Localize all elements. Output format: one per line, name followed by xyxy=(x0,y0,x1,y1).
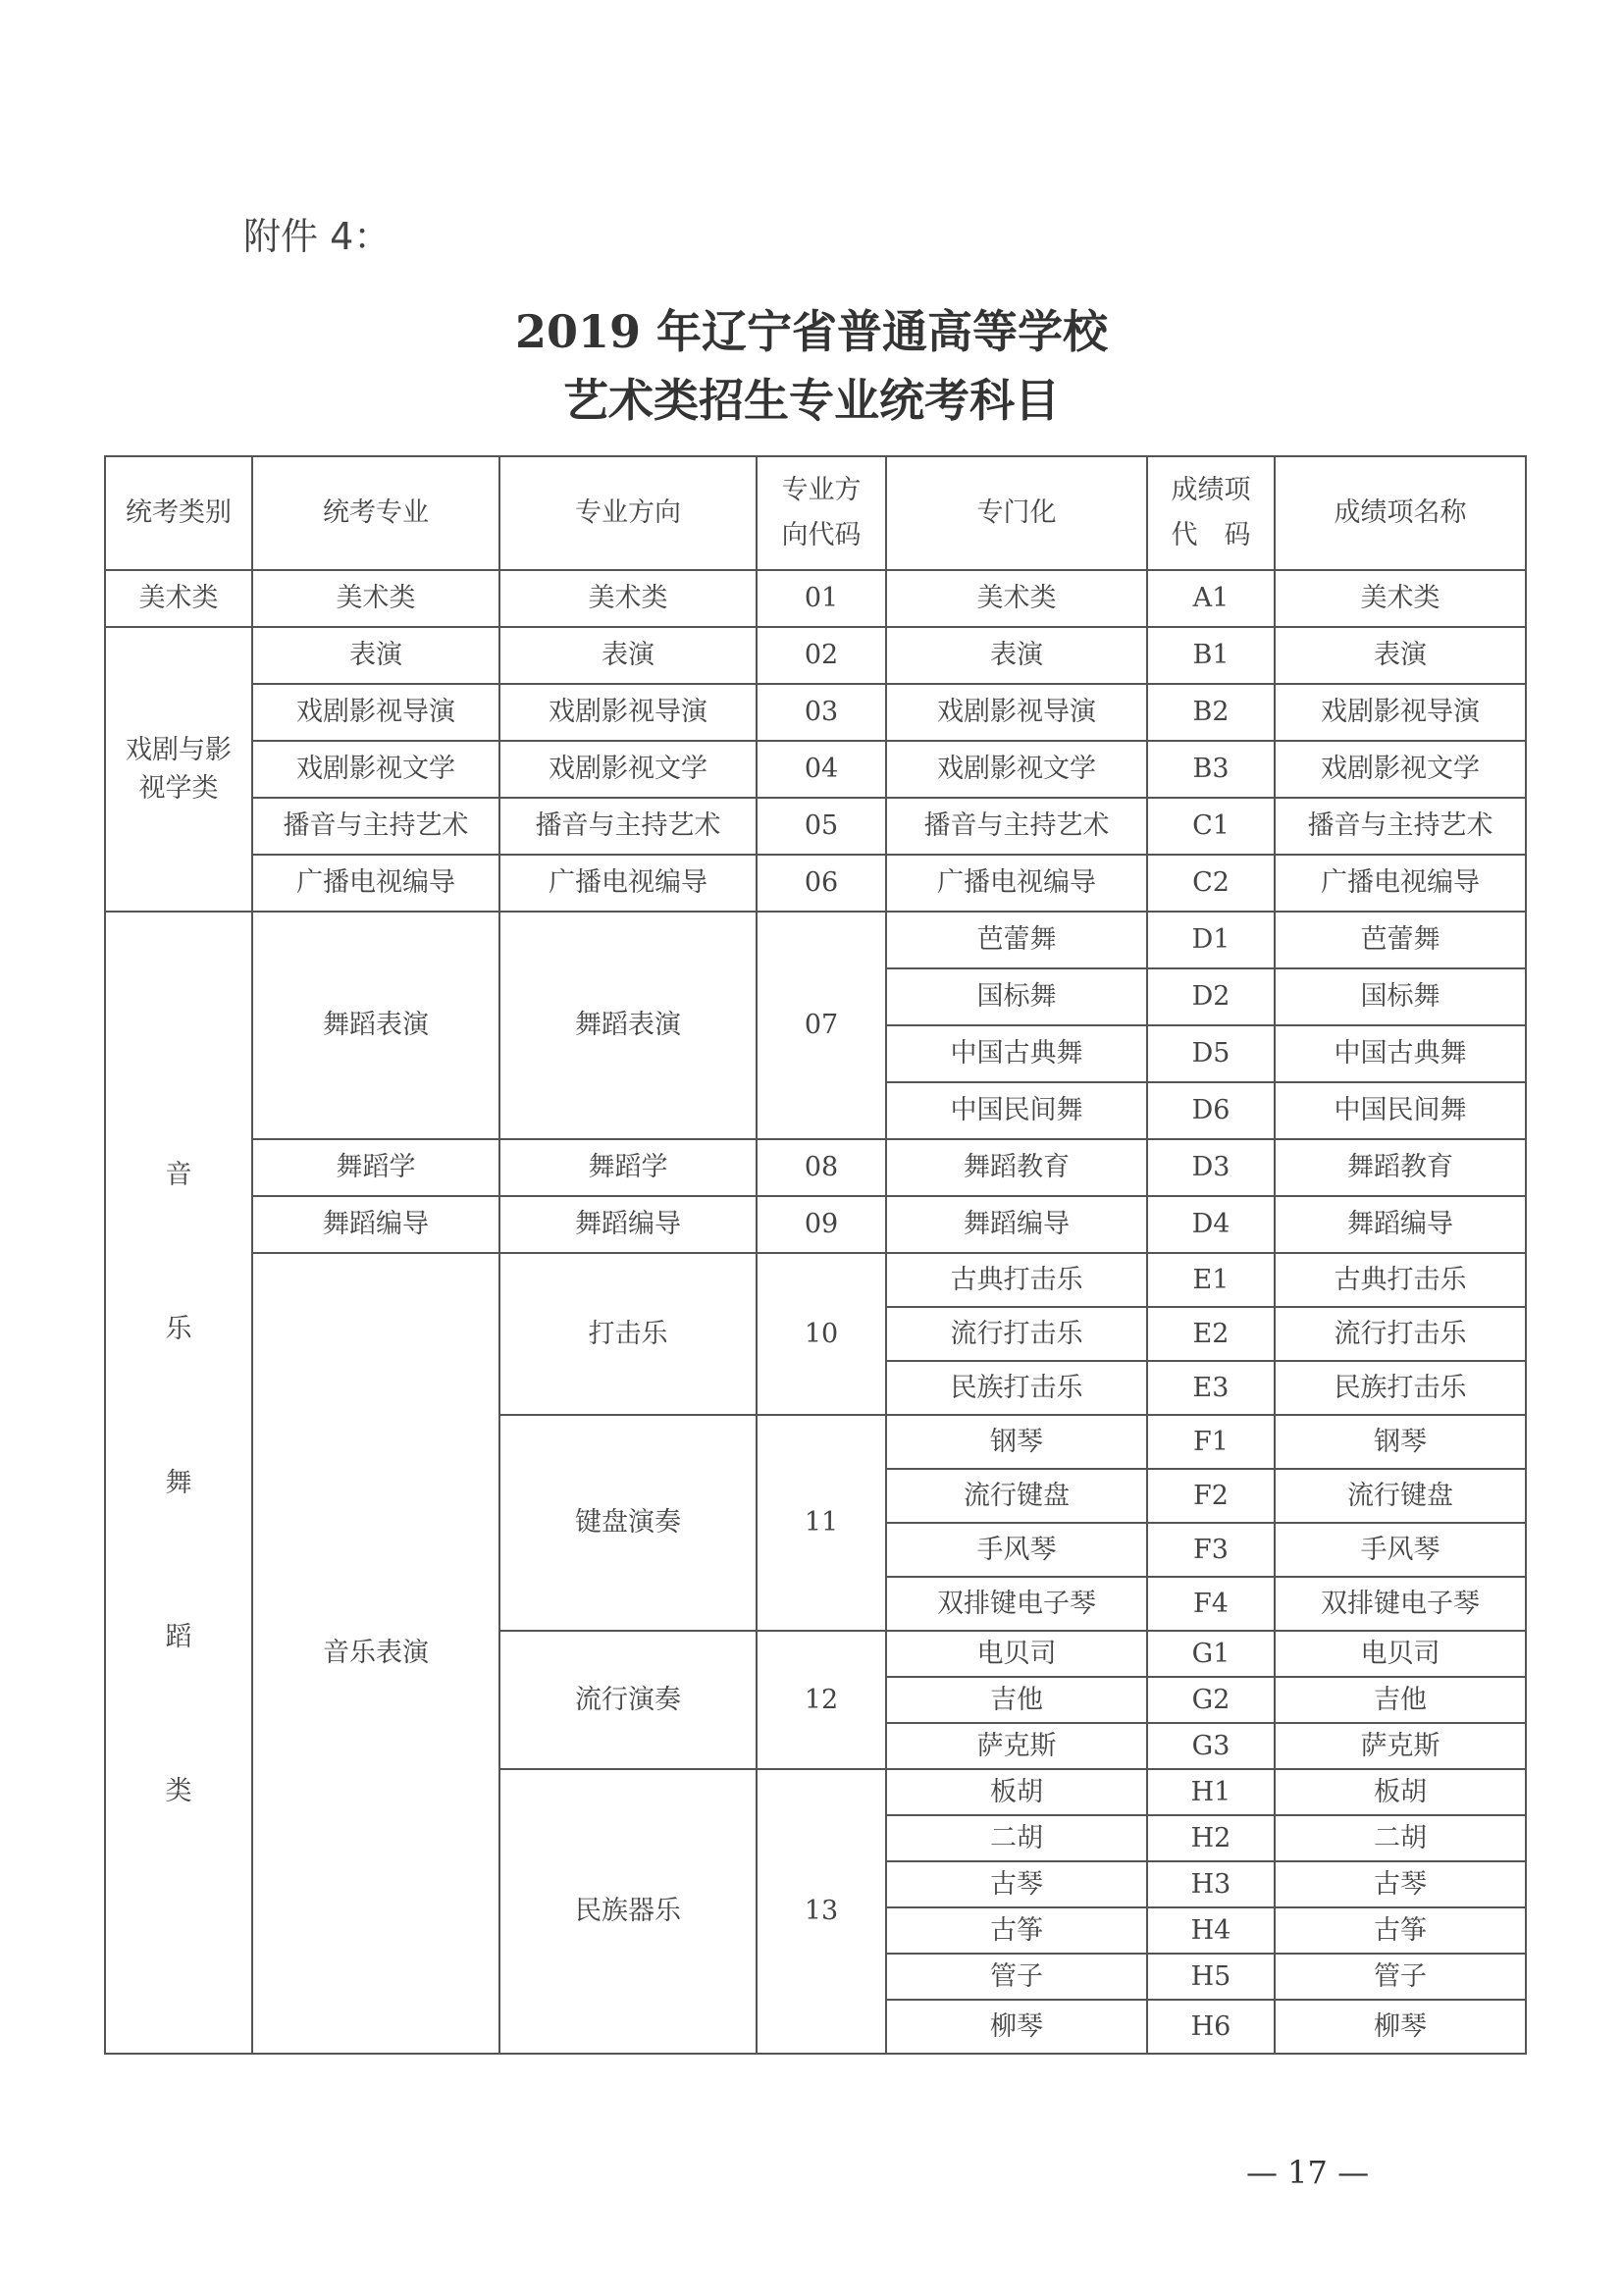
score-code-cell: D2 xyxy=(1147,968,1275,1025)
page-number: — 17 — xyxy=(1246,2154,1370,2191)
category-cell: 美术类 xyxy=(105,570,252,627)
header-category: 统考类别 xyxy=(105,456,252,570)
score-code-cell: B2 xyxy=(1147,684,1275,741)
score-code-cell: G2 xyxy=(1147,1677,1275,1723)
specialization-cell: 吉他 xyxy=(886,1677,1147,1723)
table-row xyxy=(105,1139,1526,1196)
specialization-cell: 美术类 xyxy=(886,570,1147,627)
direction-cell: 流行演奏 xyxy=(499,1631,757,1769)
direction-cell: 舞蹈学 xyxy=(499,1139,757,1196)
code-cell: 10 xyxy=(757,1253,886,1415)
specialization-cell: 钢琴 xyxy=(886,1415,1147,1469)
score-name-cell: 国标舞 xyxy=(1275,968,1526,1025)
score-name-cell: 管子 xyxy=(1275,1954,1526,2000)
score-code-cell: C1 xyxy=(1147,798,1275,855)
direction-cell: 键盘演奏 xyxy=(499,1415,757,1631)
attachment-label: 附件 4： xyxy=(243,215,392,258)
specialization-cell: 管子 xyxy=(886,1954,1147,2000)
document-title-line-2: 艺术类招生专业统考科目 xyxy=(563,374,1060,427)
major-cell: 美术类 xyxy=(252,570,499,627)
major-cell: 表演 xyxy=(252,627,499,684)
score-code-cell: H3 xyxy=(1147,1861,1275,1907)
score-name-cell: 舞蹈教育 xyxy=(1275,1139,1526,1196)
specialization-cell: 戏剧影视导演 xyxy=(886,684,1147,741)
table-row xyxy=(105,627,1526,684)
specialization-cell: 舞蹈编导 xyxy=(886,1196,1147,1253)
score-name-cell: 双排键电子琴 xyxy=(1275,1577,1526,1631)
code-cell: 08 xyxy=(757,1139,886,1196)
code-cell: 13 xyxy=(757,1769,886,2054)
score-name-cell: 流行键盘 xyxy=(1275,1469,1526,1523)
direction-cell: 表演 xyxy=(499,627,757,684)
score-name-cell: 钢琴 xyxy=(1275,1415,1526,1469)
specialization-cell: 流行键盘 xyxy=(886,1469,1147,1523)
score-name-cell: 吉他 xyxy=(1275,1677,1526,1723)
code-cell: 04 xyxy=(757,741,886,798)
specialization-cell: 广播电视编导 xyxy=(886,855,1147,912)
score-name-cell: 戏剧影视导演 xyxy=(1275,684,1526,741)
specialization-cell: 二胡 xyxy=(886,1815,1147,1861)
score-code-cell: D4 xyxy=(1147,1196,1275,1253)
score-name-cell: 民族打击乐 xyxy=(1275,1361,1526,1415)
score-code-cell: E1 xyxy=(1147,1253,1275,1307)
score-code-cell: D6 xyxy=(1147,1082,1275,1139)
code-cell: 06 xyxy=(757,855,886,912)
direction-cell: 播音与主持艺术 xyxy=(499,798,757,855)
score-code-cell: A1 xyxy=(1147,570,1275,627)
score-code-cell: E3 xyxy=(1147,1361,1275,1415)
header-direction: 专业方向 xyxy=(499,456,757,570)
direction-cell: 美术类 xyxy=(499,570,757,627)
specialization-cell: 表演 xyxy=(886,627,1147,684)
code-cell: 05 xyxy=(757,798,886,855)
direction-cell: 广播电视编导 xyxy=(499,855,757,912)
score-name-cell: 流行打击乐 xyxy=(1275,1307,1526,1361)
score-name-cell: 古筝 xyxy=(1275,1907,1526,1954)
score-code-cell: H2 xyxy=(1147,1815,1275,1861)
score-code-cell: F1 xyxy=(1147,1415,1275,1469)
major-cell: 舞蹈学 xyxy=(252,1139,499,1196)
code-cell: 02 xyxy=(757,627,886,684)
specialization-cell: 民族打击乐 xyxy=(886,1361,1147,1415)
score-code-cell: H6 xyxy=(1147,2000,1275,2054)
table-row xyxy=(105,741,1526,798)
specialization-cell: 萨克斯 xyxy=(886,1723,1147,1769)
specialization-cell: 手风琴 xyxy=(886,1523,1147,1577)
table-header-row xyxy=(105,456,1526,570)
header-score-name: 成绩项名称 xyxy=(1275,456,1526,570)
header-major: 统考专业 xyxy=(252,456,499,570)
specialization-cell: 芭蕾舞 xyxy=(886,912,1147,968)
score-code-cell: H4 xyxy=(1147,1907,1275,1954)
major-cell: 戏剧影视文学 xyxy=(252,741,499,798)
score-code-cell: F4 xyxy=(1147,1577,1275,1631)
major-cell: 音乐表演 xyxy=(252,1253,499,2054)
document-title-line-1: 2019 年辽宁省普通高等学校 xyxy=(514,305,1109,358)
score-name-cell: 萨克斯 xyxy=(1275,1723,1526,1769)
score-name-cell: 柳琴 xyxy=(1275,2000,1526,2054)
major-cell: 舞蹈编导 xyxy=(252,1196,499,1253)
specialization-cell: 流行打击乐 xyxy=(886,1307,1147,1361)
specialization-cell: 板胡 xyxy=(886,1769,1147,1815)
direction-cell: 戏剧影视文学 xyxy=(499,741,757,798)
score-name-cell: 戏剧影视文学 xyxy=(1275,741,1526,798)
major-cell: 广播电视编导 xyxy=(252,855,499,912)
score-name-cell: 中国民间舞 xyxy=(1275,1082,1526,1139)
specialization-cell: 播音与主持艺术 xyxy=(886,798,1147,855)
specialization-cell: 电贝司 xyxy=(886,1631,1147,1677)
score-name-cell: 表演 xyxy=(1275,627,1526,684)
table-row xyxy=(105,684,1526,741)
score-name-cell: 手风琴 xyxy=(1275,1523,1526,1577)
score-code-cell: G3 xyxy=(1147,1723,1275,1769)
category-cell: 戏剧与影视学类 xyxy=(105,627,252,912)
specialization-cell: 古琴 xyxy=(886,1861,1147,1907)
score-name-cell: 古典打击乐 xyxy=(1275,1253,1526,1307)
score-name-cell: 二胡 xyxy=(1275,1815,1526,1861)
category-cell-music-dance: 音 乐 舞 蹈 类 xyxy=(105,912,252,2054)
code-cell: 12 xyxy=(757,1631,886,1769)
direction-cell: 舞蹈表演 xyxy=(499,912,757,1139)
specialization-cell: 中国民间舞 xyxy=(886,1082,1147,1139)
direction-cell: 戏剧影视导演 xyxy=(499,684,757,741)
score-code-cell: C2 xyxy=(1147,855,1275,912)
score-name-cell: 舞蹈编导 xyxy=(1275,1196,1526,1253)
specialization-cell: 双排键电子琴 xyxy=(886,1577,1147,1631)
score-name-cell: 古琴 xyxy=(1275,1861,1526,1907)
score-code-cell: D5 xyxy=(1147,1025,1275,1082)
score-code-cell: F3 xyxy=(1147,1523,1275,1577)
major-cell: 戏剧影视导演 xyxy=(252,684,499,741)
specialization-cell: 中国古典舞 xyxy=(886,1025,1147,1082)
specialization-cell: 戏剧影视文学 xyxy=(886,741,1147,798)
specialization-cell: 古典打击乐 xyxy=(886,1253,1147,1307)
table-row xyxy=(105,1196,1526,1253)
direction-cell: 民族器乐 xyxy=(499,1769,757,2054)
score-name-cell: 广播电视编导 xyxy=(1275,855,1526,912)
score-code-cell: D3 xyxy=(1147,1139,1275,1196)
code-cell: 01 xyxy=(757,570,886,627)
major-cell: 播音与主持艺术 xyxy=(252,798,499,855)
header-direction-code: 专业方 向代码 xyxy=(757,456,886,570)
score-code-cell: F2 xyxy=(1147,1469,1275,1523)
score-code-cell: D1 xyxy=(1147,912,1275,968)
score-code-cell: B1 xyxy=(1147,627,1275,684)
table-row xyxy=(105,912,1526,968)
score-name-cell: 电贝司 xyxy=(1275,1631,1526,1677)
score-code-cell: H1 xyxy=(1147,1769,1275,1815)
code-cell: 09 xyxy=(757,1196,886,1253)
direction-cell: 舞蹈编导 xyxy=(499,1196,757,1253)
score-name-cell: 播音与主持艺术 xyxy=(1275,798,1526,855)
table-row xyxy=(105,798,1526,855)
specialization-cell: 柳琴 xyxy=(886,2000,1147,2054)
score-code-cell: H5 xyxy=(1147,1954,1275,2000)
major-cell: 舞蹈表演 xyxy=(252,912,499,1139)
header-score-code: 成绩项 代 码 xyxy=(1147,456,1275,570)
table-row xyxy=(105,1253,1526,1307)
score-name-cell: 芭蕾舞 xyxy=(1275,912,1526,968)
code-cell: 03 xyxy=(757,684,886,741)
specialization-cell: 舞蹈教育 xyxy=(886,1139,1147,1196)
table-row xyxy=(105,570,1526,627)
table-row xyxy=(105,855,1526,912)
score-code-cell: B3 xyxy=(1147,741,1275,798)
specialization-cell: 国标舞 xyxy=(886,968,1147,1025)
score-name-cell: 板胡 xyxy=(1275,1769,1526,1815)
score-name-cell: 中国古典舞 xyxy=(1275,1025,1526,1082)
code-cell: 07 xyxy=(757,912,886,1139)
direction-cell: 打击乐 xyxy=(499,1253,757,1415)
score-code-cell: E2 xyxy=(1147,1307,1275,1361)
exam-subjects-table xyxy=(104,455,1527,2055)
score-code-cell: G1 xyxy=(1147,1631,1275,1677)
specialization-cell: 古筝 xyxy=(886,1907,1147,1954)
code-cell: 11 xyxy=(757,1415,886,1631)
score-name-cell: 美术类 xyxy=(1275,570,1526,627)
header-specialization: 专门化 xyxy=(886,456,1147,570)
